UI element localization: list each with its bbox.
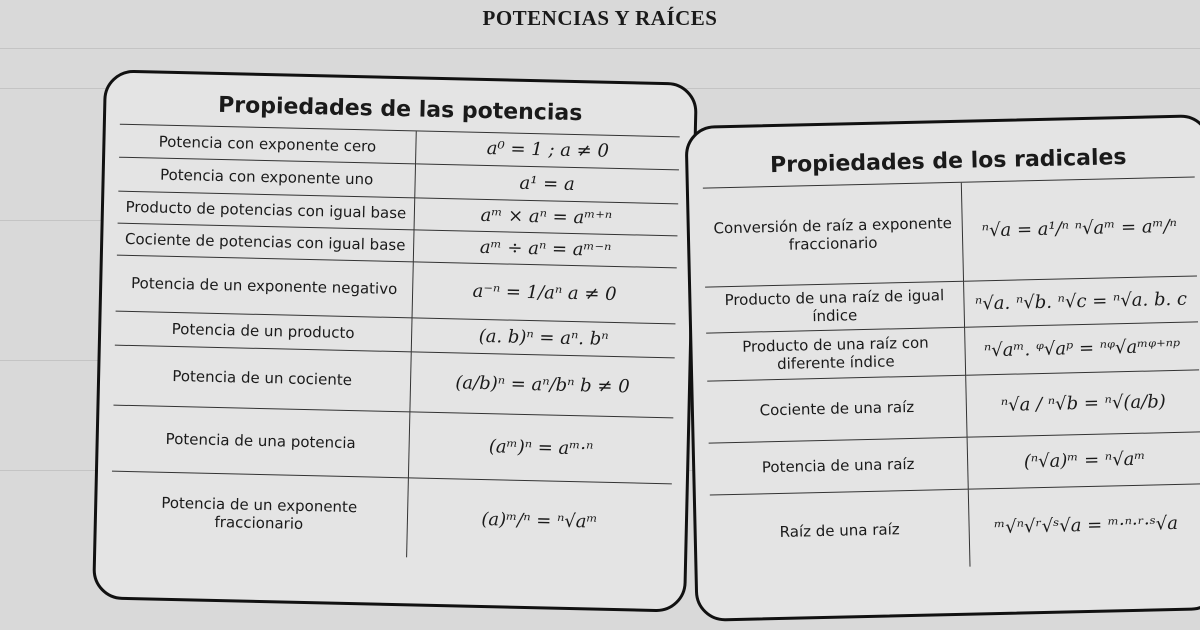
property-formula: (a. b)ⁿ = aⁿ. bⁿ [411, 317, 675, 357]
property-name: Potencia de un exponente negativo [116, 255, 414, 318]
property-formula: a⁻ⁿ = 1/aⁿ a ≠ 0 [412, 261, 677, 323]
table-row [703, 177, 1197, 286]
property-formula: ᵐ√ⁿ√ʳ√ˢ√a = ᵐ·ⁿ·ʳ·ˢ√a [993, 512, 1179, 538]
property-formula: (a/b)ⁿ = aⁿ/bⁿ b ≠ 0 [410, 351, 675, 417]
radicals-properties-card [684, 114, 1200, 622]
property-formula: aᵐ ÷ aⁿ = aᵐ⁻ⁿ [413, 229, 677, 267]
table-row [710, 483, 1200, 572]
property-name: Potencia de una potencia [112, 405, 410, 478]
property-formula: ⁿ√a. ⁿ√b. ⁿ√c = ⁿ√a. b. c [964, 275, 1198, 326]
property-name: Potencia de una raíz [709, 437, 969, 495]
property-name: Conversión de raíz a exponente fraccionario [703, 183, 964, 287]
property-name: Raíz de una raíz [710, 489, 970, 573]
table-row [110, 471, 672, 564]
property-formula: (a)ᵐ/ⁿ = ⁿ√aᵐ [481, 508, 598, 533]
property-name: Producto de una raíz de igual índice [705, 281, 964, 333]
property-name: Producto de una raíz con diferente índice [706, 327, 966, 381]
table-row [112, 405, 673, 484]
powers-heading: Propiedades de las potencias [120, 73, 681, 138]
property-name: Cociente de una raíz [707, 375, 967, 443]
property-name: Cociente de potencias con igual base [117, 223, 414, 262]
property-formula: aᵐ × aⁿ = aᵐ⁺ⁿ [414, 197, 678, 235]
table-row [707, 369, 1200, 442]
radicals-table [703, 177, 1200, 572]
powers-properties-card [92, 69, 698, 612]
property-name: Producto de potencias con igual base [118, 191, 415, 230]
property-formula: (ⁿ√a)ᵐ = ⁿ√aᵐ [967, 431, 1200, 488]
property-formula: a¹ = a [415, 163, 679, 203]
property-name: Potencia con exponente uno [118, 157, 415, 198]
property-name: Potencia de un exponente fraccionario [110, 471, 408, 558]
property-formula: a⁰ = 1 ; a ≠ 0 [416, 131, 680, 169]
property-name: Potencia con exponente cero [119, 125, 416, 164]
powers-table [110, 125, 680, 564]
property-formula: ⁿ√a / ⁿ√b = ⁿ√(a/b) [966, 369, 1200, 436]
property-formula: ⁿ√a = a¹/ⁿ ⁿ√aᵐ = aᵐ/ⁿ [961, 177, 1197, 280]
property-name: Potencia de un cociente [113, 345, 411, 412]
property-formula: ⁿ√aᵐ. ᵠ√aᵖ = ⁿᵠ√aᵐᵠ⁺ⁿᵖ [965, 321, 1200, 374]
property-name: Potencia de un producto [115, 311, 412, 352]
page-title: POTENCIAS Y RAÍCES [482, 6, 718, 30]
background-line [0, 48, 1200, 49]
property-formula: (aᵐ)ⁿ = aᵐ·ⁿ [408, 411, 673, 483]
radicals-heading: Propiedades de los radicales [702, 117, 1195, 188]
